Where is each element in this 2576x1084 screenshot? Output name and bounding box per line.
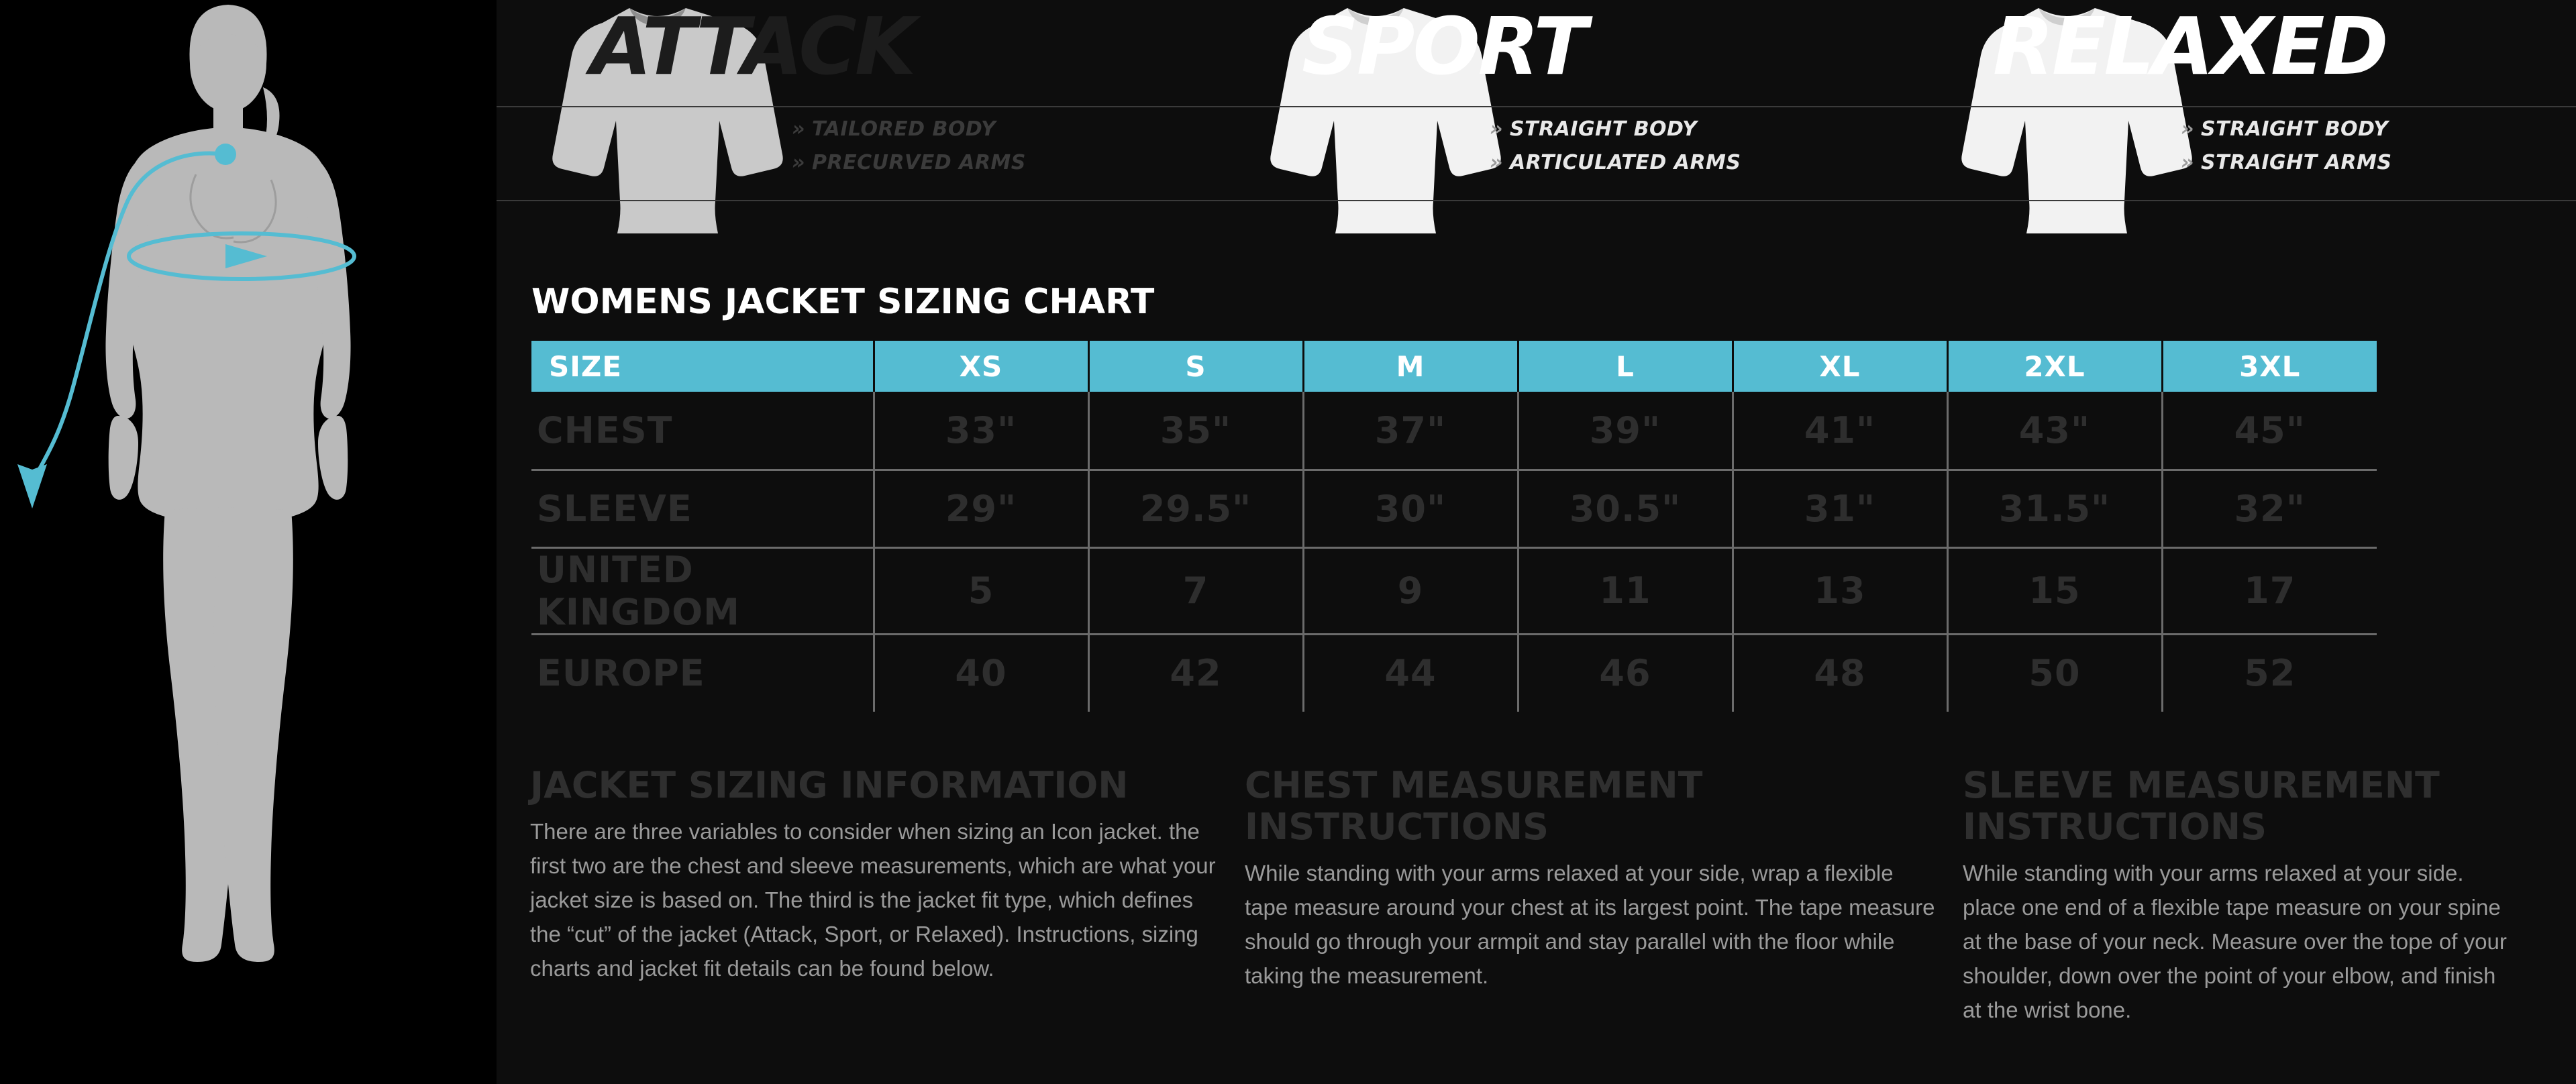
cell: 33": [874, 392, 1088, 470]
fit-bullet-1: STRAIGHT BODY: [1510, 117, 1698, 141]
cell: 52: [2244, 652, 2296, 695]
cell: 11: [1518, 547, 1733, 634]
cell: 40: [874, 634, 1088, 712]
cell: 48: [1733, 634, 1947, 712]
cell: 7: [1088, 547, 1303, 634]
row-label-chest: CHEST: [531, 392, 874, 470]
column-header-xs: XS: [874, 341, 1088, 392]
info-heading: SLEEVE MEASUREMENT INSTRUCTIONS: [1963, 764, 2440, 848]
chevron-icon: »: [2181, 151, 2194, 174]
cell: 29": [874, 470, 1088, 547]
info-body: While standing with your arms relaxed at your side, wrap a flexible tape measure around your chest at its largest point. The tape measure should go through your armpit and stay parallel with the floor while taking the measurement.: [1245, 861, 1935, 988]
info-column-sleeve-measurement: [1963, 765, 2546, 1027]
table-row: [531, 634, 2377, 712]
fit-divider-bottom: [1221, 200, 1912, 201]
column-header-2xl: 2XL: [1947, 341, 2162, 392]
cell: 50: [1947, 634, 2162, 712]
chevron-icon: »: [792, 117, 805, 141]
sizing-table: [531, 341, 2377, 712]
info-body: While standing with your arms relaxed at your side. place one end of a flexible tape measure on your spine at the base of your neck. Measure over the tope of your shoulder, down over the point of your elbow, and finish at the wrist bone.: [1963, 861, 2507, 1022]
table-header-row: [531, 341, 2377, 392]
fit-divider-bottom: [1912, 200, 2576, 201]
cell: 30": [1303, 470, 1518, 547]
cell: 31": [1733, 470, 1947, 547]
cell: 46: [1518, 634, 1733, 712]
fit-bullets: [1490, 113, 1741, 180]
information-columns: [497, 765, 2576, 1027]
column-header-xl: XL: [1733, 341, 1947, 392]
cell: 29.5": [1088, 470, 1303, 547]
fit-bullet-2: PRECURVED ARMS: [812, 151, 1026, 174]
cell: 35": [1088, 392, 1303, 470]
cell: 13: [1733, 547, 1947, 634]
table-row: [531, 392, 2377, 470]
fit-title: SPORT: [1302, 0, 1586, 93]
fit-bullets: [792, 113, 1026, 180]
fit-block-relaxed: [1912, 0, 2576, 255]
table-row: [531, 470, 2377, 547]
cell: 32": [2162, 470, 2377, 547]
cell: 9: [1303, 547, 1518, 634]
fit-divider-bottom: [497, 200, 1221, 201]
table-row: [531, 547, 2377, 634]
column-header-3xl: 3XL: [2162, 341, 2377, 392]
info-body: There are three variables to consider when sizing an Icon jacket. the first two are the chest and sleeve measurements, which are what your jacket size is based on. The third is the jacket fit type, which defines the “cut” of the jacket (Attack, Sport, or Relaxed). Instructions, sizing charts and jacket fit details can be found below.: [530, 819, 1216, 981]
fit-divider-top: [1912, 106, 2576, 107]
cell: 37": [1303, 392, 1518, 470]
cell: 42: [1088, 634, 1303, 712]
chevron-icon: »: [792, 151, 805, 174]
chevron-icon: »: [1490, 151, 1503, 174]
page-title: WOMENS JACKET SIZING CHART: [531, 282, 1155, 322]
body-figure-panel: [0, 0, 497, 1084]
fit-bullet-1: STRAIGHT BODY: [2201, 117, 2389, 141]
fit-divider-top: [1221, 106, 1912, 107]
column-header-size: SIZE: [531, 341, 874, 392]
row-label-sleeve: SLEEVE: [531, 470, 874, 547]
cell: 43": [1947, 392, 2162, 470]
cell: 31.5": [1947, 470, 2162, 547]
info-heading: CHEST MEASUREMENT INSTRUCTIONS: [1245, 764, 1703, 848]
sizing-chart-section: [497, 282, 2349, 712]
chevron-icon: »: [1490, 117, 1503, 141]
fit-bullet-2: ARTICULATED ARMS: [1510, 151, 1741, 174]
fit-bullets: [2181, 113, 2391, 180]
cell: 45": [2162, 392, 2377, 470]
womens-body-silhouette-icon: [0, 0, 497, 1084]
fit-bullet-2: STRAIGHT ARMS: [2201, 151, 2392, 174]
fit-block-sport: [1221, 0, 1912, 255]
info-column-chest-measurement: [1245, 765, 1963, 1027]
cell: 15: [1947, 547, 2162, 634]
row-label-europe: EUROPE: [531, 634, 874, 712]
fit-title: ATTACK: [590, 0, 915, 93]
chevron-icon: »: [2181, 117, 2194, 141]
fit-block-attack: [497, 0, 1221, 255]
jacket-fit-types: [497, 0, 2576, 255]
cell: 5: [874, 547, 1088, 634]
cell: 17: [2162, 547, 2377, 634]
fit-bullet-1: TAILORED BODY: [812, 117, 996, 141]
row-label-united-kingdom: UNITED KINGDOM: [531, 547, 874, 634]
column-header-l: L: [1518, 341, 1733, 392]
fit-title: RELAXED: [1993, 0, 2387, 93]
cell: 44: [1303, 634, 1518, 712]
info-heading: JACKET SIZING INFORMATION: [530, 764, 1129, 806]
column-header-m: M: [1303, 341, 1518, 392]
column-header-s: S: [1088, 341, 1303, 392]
fit-divider-top: [497, 106, 1221, 107]
cell: 30.5": [1518, 470, 1733, 547]
cell: 39": [1518, 392, 1733, 470]
cell: 41": [1733, 392, 1947, 470]
info-column-jacket-sizing: [530, 765, 1245, 1027]
